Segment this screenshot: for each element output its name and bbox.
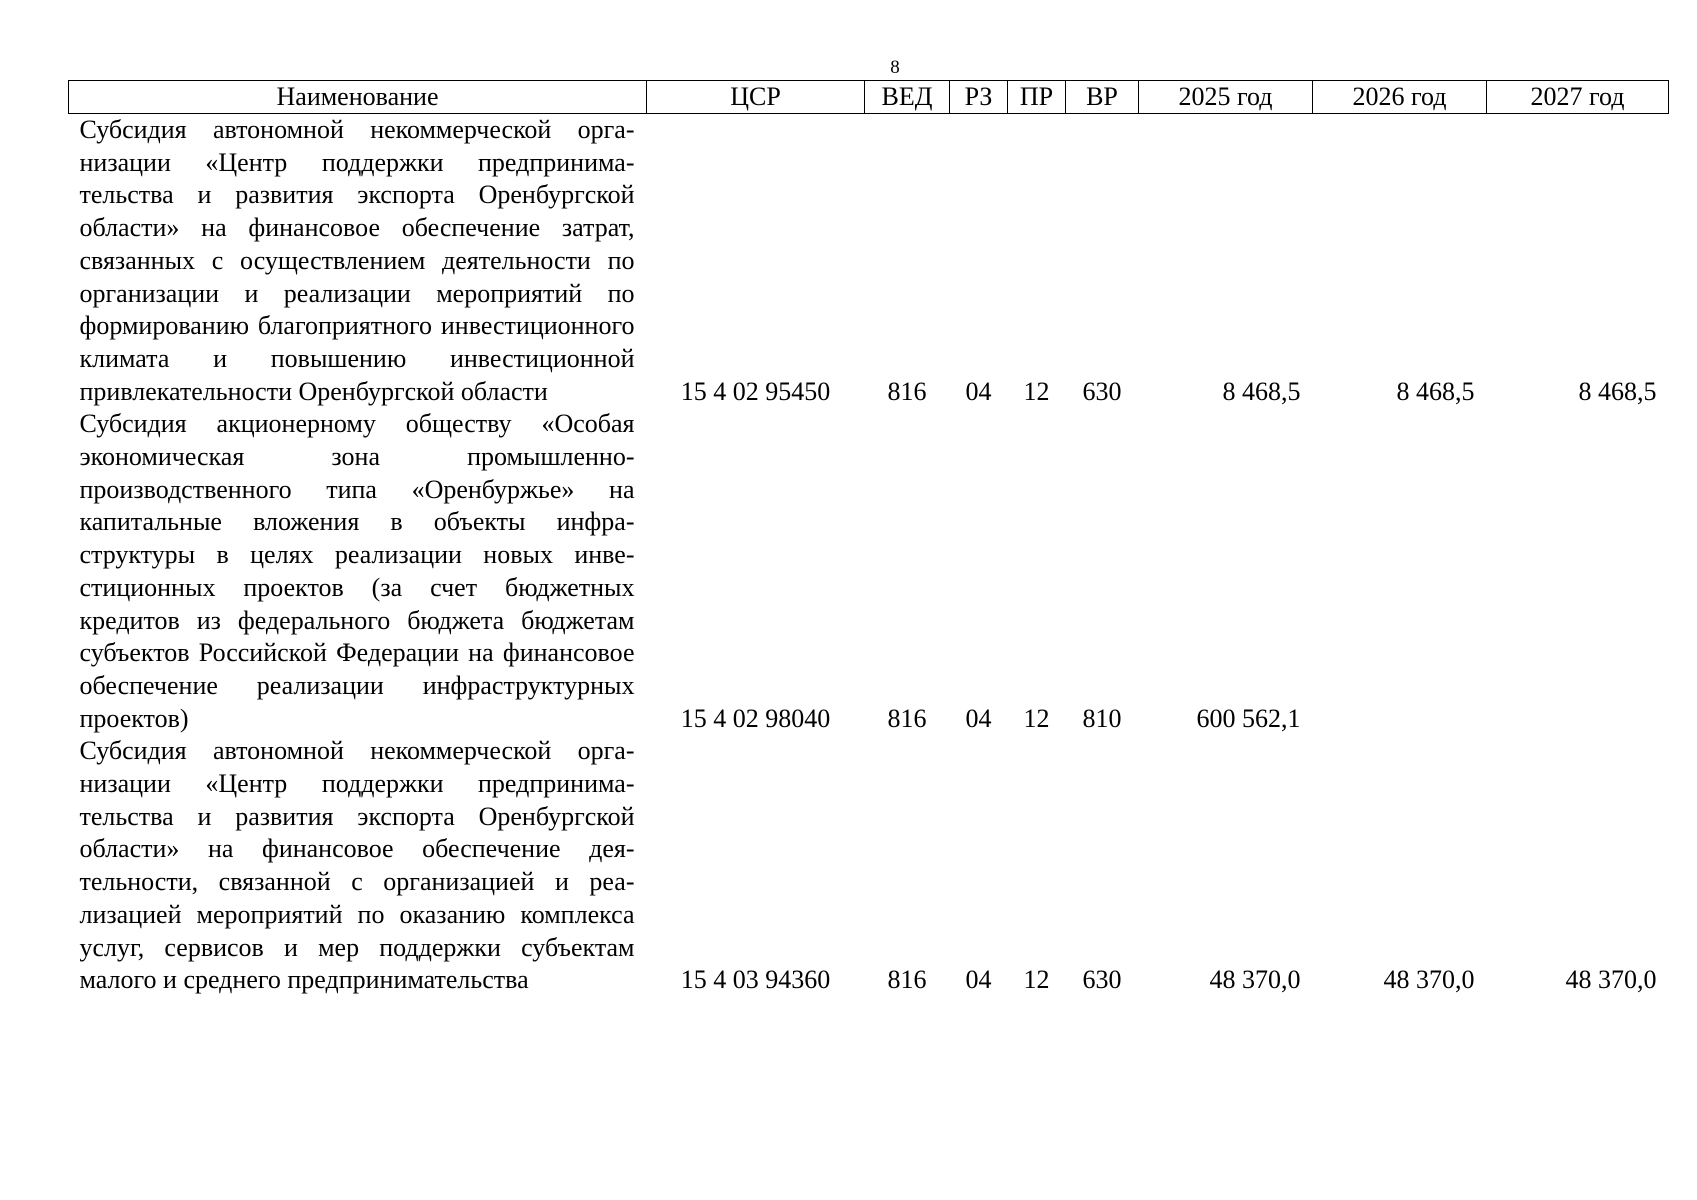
- table-header: [69, 81, 1669, 114]
- row-csr: 15 4 03 94360: [680, 965, 831, 995]
- row-ved: 816: [887, 376, 927, 406]
- table-body: [69, 114, 1669, 997]
- row-rz: 04: [965, 376, 992, 406]
- header-2026: 2026 год: [1313, 81, 1487, 114]
- header-vr: ВР: [1066, 81, 1139, 114]
- header-csr: ЦСР: [647, 81, 865, 114]
- row-amount-2025: 8 468,5: [1222, 376, 1301, 406]
- budget-table: [68, 80, 1669, 997]
- header-rz: РЗ: [950, 81, 1008, 114]
- row-name: Субсидия автономной некоммерческой организации «Центр поддержки предпринимательства и развития экспорта Оренбургской области» на финансовое обеспечение затрат, связанных с осуществлением деятельности по организации и реализации мероприятий по формированию благоприятного инвестиционного климата и повышению инвестиционной привлекательности Оренбургской области: [79, 115, 635, 406]
- row-amount-2026: 48 370,0: [1383, 965, 1475, 995]
- row-pr: 12: [1023, 703, 1050, 733]
- row-vr: 810: [1082, 703, 1122, 733]
- header-name: Наименование: [69, 81, 647, 114]
- row-ved: 816: [887, 703, 927, 733]
- header-2025: 2025 год: [1139, 81, 1313, 114]
- row-amount-2027: 8 468,5: [1578, 376, 1657, 406]
- row-amount-2025: 48 370,0: [1209, 965, 1301, 995]
- row-amount-2026: [1313, 408, 1487, 735]
- row-rz: 04: [965, 703, 992, 733]
- page-number: 8: [890, 57, 900, 78]
- row-name: Субсидия акционерному обществу «Особая экономическая зона промышленно-производственного типа «Оренбуржье» на капитальные вложения в объекты инфраструктуры в целях реализации новых инвестиционных проектов (за счет бюджетных кредитов из федерального бюджета бюджетам субъектов Российской Федерации на финансовое обеспечение реализации инфраструктурных проектов): [79, 409, 635, 733]
- header-row: [69, 81, 1669, 114]
- header-pr: ПР: [1008, 81, 1066, 114]
- row-amount-2027: [1487, 408, 1669, 735]
- row-vr: 630: [1082, 376, 1122, 406]
- row-ved: 816: [887, 965, 927, 995]
- row-csr: 15 4 02 95450: [680, 376, 831, 406]
- row-csr: 15 4 02 98040: [680, 703, 831, 733]
- table-row: [69, 408, 1669, 735]
- row-pr: 12: [1023, 376, 1050, 406]
- row-amount-2027: 48 370,0: [1565, 965, 1657, 995]
- row-rz: 04: [965, 965, 992, 995]
- row-vr: 630: [1082, 965, 1122, 995]
- row-name: Субсидия автономной некоммерческой организации «Центр поддержки предпринимательства и развития экспорта Оренбургской области» на финансовое обеспечение деятельности, связанной с организацией и реализацией мероприятий по оказанию комплекса услуг, сервисов и мер поддержки субъектам малого и среднего предпринимательства: [79, 736, 635, 995]
- table-row: [69, 114, 1669, 409]
- header-2027: 2027 год: [1487, 81, 1669, 114]
- row-pr: 12: [1023, 965, 1050, 995]
- header-ved: ВЕД: [865, 81, 950, 114]
- row-amount-2025: 600 562,1: [1196, 703, 1301, 733]
- row-amount-2026: 8 468,5: [1396, 376, 1475, 406]
- table-row: [69, 735, 1669, 997]
